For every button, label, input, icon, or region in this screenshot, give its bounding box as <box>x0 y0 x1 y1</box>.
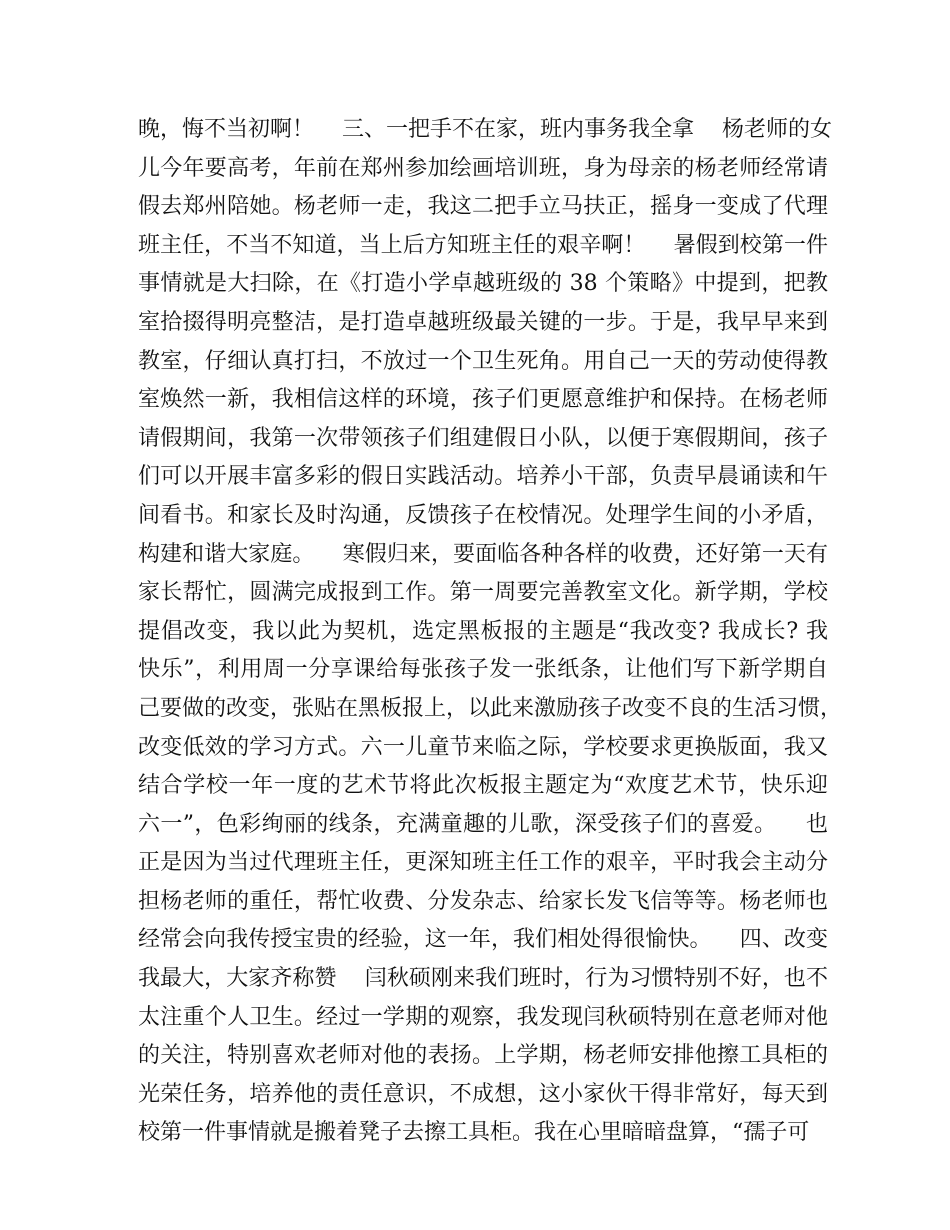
text-line: 间看书。和家长及时沟通，反馈孩子在校情况。处理学生间的小矛盾， <box>138 502 828 528</box>
text-line: 室拾掇得明亮整洁，是打造卓越班级最关键的一步。于是，我早早来到 <box>138 309 828 335</box>
text-line: 构建和谐大家庭。 寒假归来，要面临各种各样的收费，还好第一天有 <box>138 541 828 567</box>
text-line: 们可以开展丰富多彩的假日实践活动。培养小干部，负责早晨诵读和午 <box>138 464 828 490</box>
text-line: 担杨老师的重任，帮忙收费、分发杂志、给家长发飞信等等。杨老师也 <box>138 888 828 914</box>
body-text <box>138 111 843 1153</box>
text-line: 事情就是大扫除，在《打造小学卓越班级的 38 个策略》中提到，把教 <box>138 271 828 297</box>
text-line: 儿今年要高考，年前在郑州参加绘画培训班，身为母亲的杨老师经常请 <box>138 155 828 181</box>
text-line: 我最大，大家齐称赞 闫秋硕刚来我们班时，行为习惯特别不好，也不 <box>138 966 828 992</box>
text-line: 正是因为当过代理班主任，更深知班主任工作的艰辛，平时我会主动分 <box>138 850 828 876</box>
text-line: 教室，仔细认真打扫，不放过一个卫生死角。用自己一天的劳动使得教 <box>138 348 828 374</box>
text-line: 己要做的改变，张贴在黑板报上，以此来激励孩子改变不良的生活习惯， <box>138 695 843 721</box>
text-line: 经常会向我传授宝贵的经验，这一年，我们相处得很愉快。 四、改变 <box>138 927 828 953</box>
text-line: 校第一件事情就是搬着凳子去擦工具柜。我在心里暗暗盘算，“孺子可 <box>138 1120 810 1146</box>
text-line: 的关注，特别喜欢老师对他的表扬。上学期，杨老师安排他擦工具柜的 <box>138 1043 828 1069</box>
text-line: 改变低效的学习方式。六一儿童节来临之际，学校要求更换版面，我又 <box>138 734 828 760</box>
text-line: 家长帮忙，圆满完成报到工作。第一周要完善教室文化。新学期，学校 <box>138 580 828 606</box>
text-line: 光荣任务，培养他的责任意识，不成想，这小家伙干得非常好，每天到 <box>138 1081 828 1107</box>
text-line: 假去郑州陪她。杨老师一走，我这二把手立马扶正，摇身一变成了代理 <box>138 194 828 220</box>
text-line: 太注重个人卫生。经过一学期的观察，我发现闫秋硕特别在意老师对他 <box>138 1004 828 1030</box>
text-line: 班主任，不当不知道，当上后方知班主任的艰辛啊！ 暑假到校第一件 <box>138 232 828 258</box>
text-line: 请假期间，我第一次带领孩子们组建假日小队，以便于寒假期间，孩子 <box>138 425 828 451</box>
text-line: 提倡改变，我以此为契机，选定黑板报的主题是“我改变? 我成长? 我 <box>138 618 828 644</box>
text-line: 结合学校一年一度的艺术节将此次板报主题定为“欢度艺术节，快乐迎 <box>138 773 828 799</box>
text-line: 快乐”，利用周一分享课给每张孩子发一张纸条，让他们写下新学期自 <box>138 657 828 683</box>
text-line: 六一”，色彩绚丽的线条，充满童趣的儿歌，深受孩子们的喜爱。 也 <box>138 811 828 837</box>
text-line: 晚，悔不当初啊！ 三、一把手不在家，班内事务我全拿 杨老师的女 <box>138 117 832 142</box>
text-line: 室焕然一新，我相信这样的环境，孩子们更愿意维护和保持。在杨老师 <box>138 387 828 413</box>
